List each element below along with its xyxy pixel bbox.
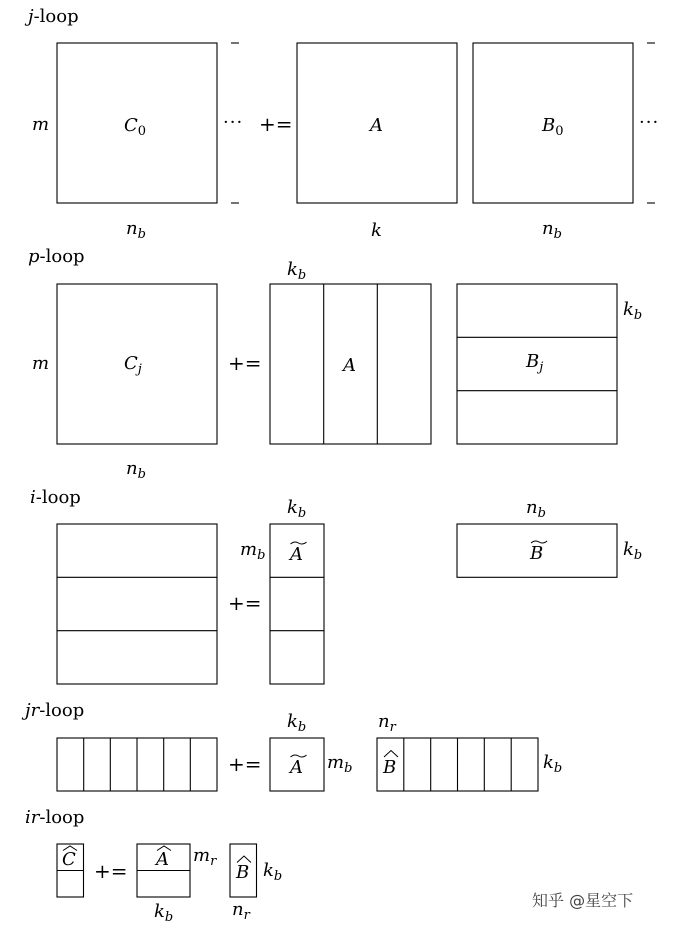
label-B-hat-jr: B [383,757,397,778]
p-loop-section [28,246,642,482]
label-m-p: m [32,353,50,374]
watermark: 知乎 @星空下 [532,891,634,910]
ellipsis-C: ··· [223,112,244,133]
i-loop-suffix: -loop [35,487,81,508]
label-C-hat: C [62,849,76,870]
matrix-C-rows [57,524,217,684]
label-A-hat: A [156,849,169,870]
label-kb-B-jr: $k_b$ [543,752,563,776]
label-nb-Cj: $n_b$ [126,458,146,482]
label-mr: $m_r$ [193,845,217,869]
ellipsis-B: ··· [639,112,660,133]
j-loop-suffix: -loop [33,6,79,27]
label-A-p: A [343,355,356,376]
label-B-hat-ir: B [236,862,250,883]
j-loop-section [24,6,659,242]
plus-equals-ir: += [94,859,128,883]
plus-equals-p: += [228,351,262,375]
plus-equals-jr: += [228,752,262,776]
label-m: m [32,114,50,135]
j-loop-heading [24,6,79,27]
label-kb-B-p: $k_b$ [623,299,643,323]
ir-loop-suffix: -loop [39,807,85,828]
ir-loop-var: ir [25,807,40,828]
label-A: A [370,115,383,136]
label-nr-jr: $n_r$ [378,711,396,735]
ir-loop-heading [25,807,84,828]
p-loop-heading [28,246,85,267]
label-k: k [371,220,382,241]
label-kb-B-i: $k_b$ [623,539,643,563]
label-B-tilde-i: B [530,543,544,564]
plus-equals-i: += [228,591,262,615]
label-kb-A-p: $k_b$ [287,259,307,283]
label-A-tilde-i: A [290,544,303,565]
label-nb-B0: $n_b$ [542,218,562,242]
label-kb-ir: $k_b$ [154,901,174,925]
label-nb-i: $n_b$ [526,497,546,521]
jr-loop-heading [21,700,84,721]
label-A-tilde-jr: A [290,757,303,778]
label-mb-i: $m_b$ [240,539,266,563]
jr-loop-section [21,700,562,791]
label-mb-jr: $m_b$ [327,752,353,776]
label-kb-A-i: $k_b$ [287,497,307,521]
label-Cj: $C_j$ [124,353,142,377]
i-loop-heading [30,487,81,508]
label-nr-ir: $n_r$ [232,899,250,923]
i-loop-var: i [30,487,36,508]
plus-equals-j: += [259,112,293,136]
jr-loop-suffix: -loop [39,700,85,721]
p-loop-var: p [28,246,40,267]
label-nb-C0: $n_b$ [126,218,146,242]
i-loop-section [30,487,642,684]
label-Bj: $B_j$ [526,351,544,375]
label-B0: $B_0$ [542,115,564,139]
label-kb-B-ir: $k_b$ [263,860,283,884]
label-C0: $C_0$ [124,115,147,139]
ir-loop-section [25,807,282,925]
p-loop-suffix: -loop [39,246,85,267]
jr-loop-var: jr [25,700,40,721]
label-kb-A-jr: $k_b$ [287,711,307,735]
j-loop-var: j [28,6,34,27]
